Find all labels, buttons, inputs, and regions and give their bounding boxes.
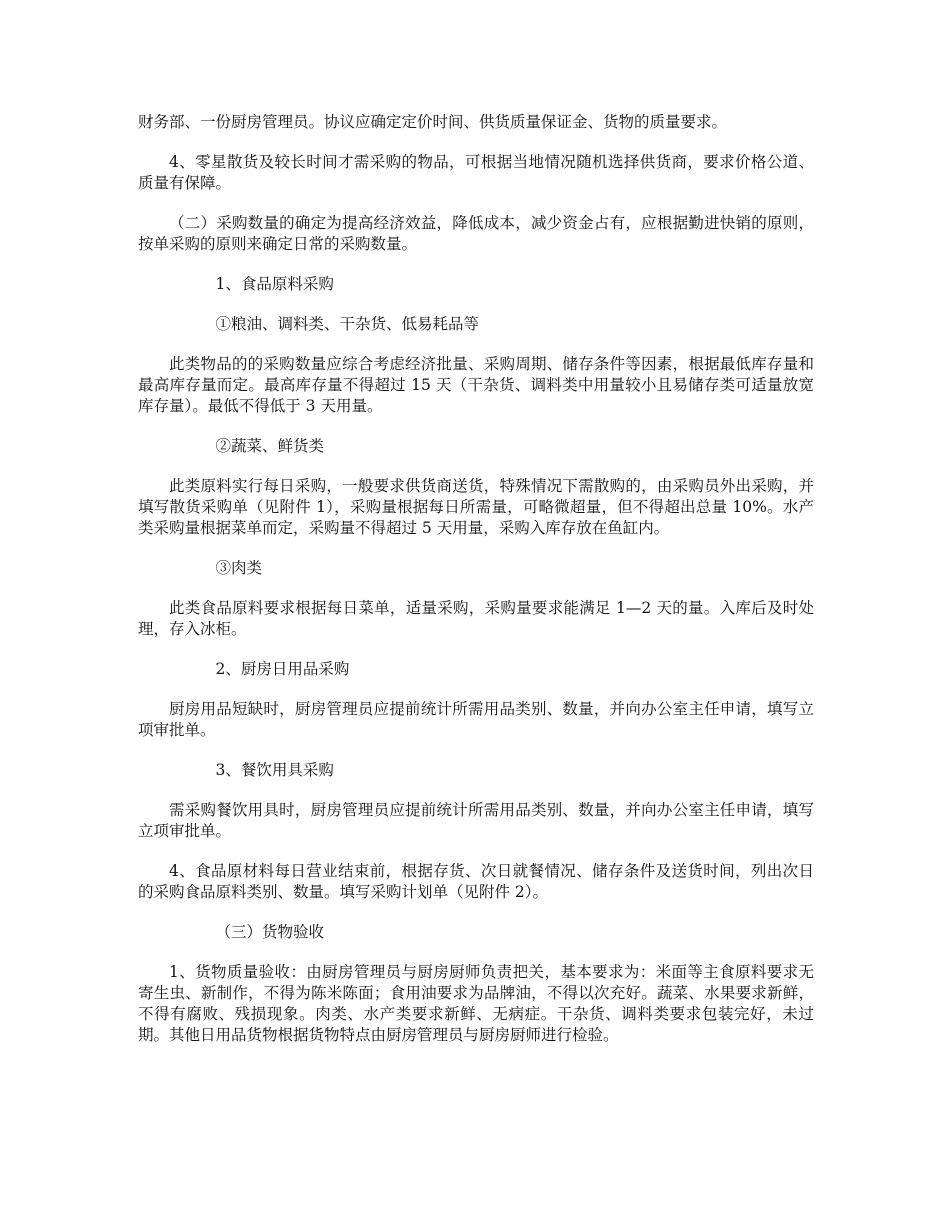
section-2-purchase-quantity: （二）采购数量的确定为提高经济效益，降低成本，减少资金占有，应根据勤进快销的原则，按单采购的原则来确定日常的采购数量。 xyxy=(138,214,814,253)
heading-grain-oil-seasonings: ①粮油、调料类、干杂货、低易耗品等 xyxy=(215,315,480,333)
paragraph-kitchen-supplies: 厨房用品短缺时，厨房管理员应提前统计所需用品类别、数量，并向办公室主任申请，填写立项审批单。 xyxy=(138,700,814,739)
paragraph-meat-purchase: 此类食品原料要求根据每日菜单，适量采购，采购量要求能满足 1—2 天的量。入库后及时处理，存入冰柜。 xyxy=(138,599,814,638)
heading-tableware: 3、餐饮用具采购 xyxy=(215,761,334,779)
paragraph-item-4-odd-goods: 4、零星散货及较长时间才需采购的物品，可根据当地情况随机选择供货商，要求价格公道、质量有保障。 xyxy=(138,153,814,192)
paragraph-daily-plan: 4、食品原材料每日营业结束前，根据存货、次日就餐情况、储存条件及送货时间，列出次日的采购食品原料类别、数量。填写采购计划单（见附件 2）。 xyxy=(138,862,814,901)
document-page xyxy=(138,112,814,1065)
section-3-goods-inspection: （三）货物验收 xyxy=(215,923,325,941)
paragraph-stock-levels: 此类物品的的采购数量应综合考虑经济批量、采购周期、储存条件等因素，根据最低库存量和最高库存量而定。最高库存量不得超过 15 天（干杂货、调料类中用量较小且易储存类可适量放宽库存量）。最低不得低于 3 天用量。 xyxy=(138,355,814,415)
paragraph-tableware: 需采购餐饮用具时，厨房管理员应提前统计所需用品类别、数量，并向办公室主任申请，填写立项审批单。 xyxy=(138,801,814,840)
heading-kitchen-supplies: 2、厨房日用品采购 xyxy=(215,660,350,678)
heading-vegetables-fresh: ②蔬菜、鲜货类 xyxy=(215,437,325,455)
heading-meat: ③肉类 xyxy=(215,559,263,577)
paragraph-quality-inspection: 1、货物质量验收：由厨房管理员与厨房厨师负责把关，基本要求为：米面等主食原料要求无寄生虫、新制作，不得为陈米陈面；食用油要求为品牌油，不得以次充好。蔬菜、水果要求新鲜，不得有腐败、残损现象。肉类、水产类要求新鲜、无病症。干杂货、调料类要求包装完好，未过期。其他日用品货物根据货物特点由厨房管理员与厨房厨师进行检验。 xyxy=(138,963,814,1044)
paragraph-daily-purchase: 此类原料实行每日采购，一般要求供货商送货，特殊情况下需散购的，由采购员外出采购，并填写散货采购单（见附件 1），采购量根据每日所需量，可略微超量，但不得超出总量 10%。水产类采购量根据菜单而定，采购量不得超过 5 天用量，采购入库存放在鱼缸内。 xyxy=(138,477,814,537)
heading-food-raw-materials: 1、食品原料采购 xyxy=(215,275,334,293)
paragraph-agreement-continuation: 财务部、一份厨房管理员。协议应确定定价时间、供货质量保证金、货物的质量要求。 xyxy=(138,113,728,131)
